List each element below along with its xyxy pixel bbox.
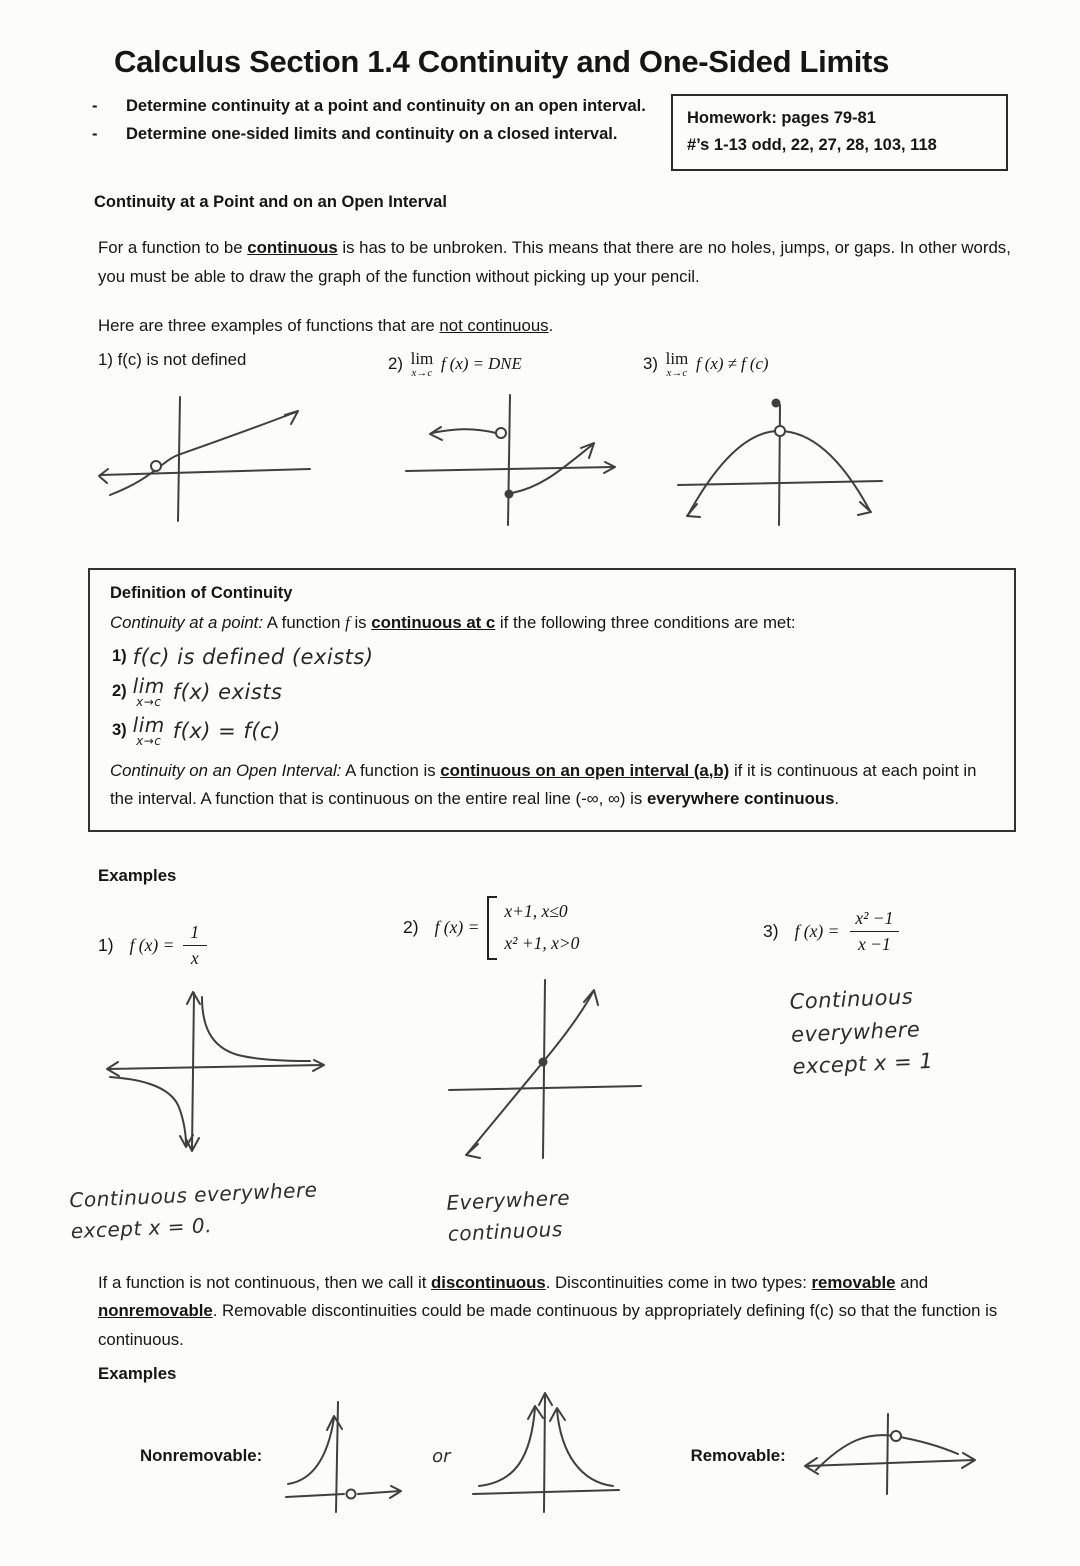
examples-intro-paragraph xyxy=(98,312,1030,341)
condition-number: 3) xyxy=(112,721,127,740)
example-1-column xyxy=(68,896,403,1243)
discontinuity-paragraph xyxy=(98,1269,1030,1355)
objectives-and-homework xyxy=(88,90,1016,171)
example-3-expression: f (x) ≠ f (c) xyxy=(695,354,769,374)
bottom-examples-row xyxy=(130,1386,1016,1526)
handwritten-note-reciprocal xyxy=(69,1170,404,1246)
note-line: except x = 1 xyxy=(791,1048,934,1079)
handwritten-lim-notation xyxy=(132,712,165,748)
fraction xyxy=(182,922,207,969)
graph-removable xyxy=(796,1396,986,1516)
objective-item xyxy=(88,92,653,120)
function-f-symbol: f xyxy=(345,613,350,633)
lim-subscript: x→c xyxy=(136,694,162,709)
graph-piecewise xyxy=(433,962,673,1172)
example-2-expression: f (x) = DNE xyxy=(440,354,522,374)
discontinuity-text: . Removable discontinuities could be made continuous by appropriately defining f(c) so that the function is continuous. xyxy=(98,1301,998,1349)
handwritten-note-piecewise xyxy=(446,1174,764,1250)
example-3-formula xyxy=(763,908,1016,955)
example-2-number: 2) xyxy=(388,354,403,374)
not-continuous-term: not continuous xyxy=(439,315,549,335)
bullet-dash: - xyxy=(92,97,98,115)
discontinuity-text: . Discontinuities come in two types: xyxy=(545,1272,812,1292)
removable-term: removable xyxy=(811,1272,896,1292)
lim-word: lim xyxy=(132,673,165,698)
examples-row xyxy=(68,896,1016,1246)
continuous-at-c-term: continuous at c xyxy=(371,613,496,633)
example-3-number: 3) xyxy=(643,354,658,374)
fraction-denominator: x −1 xyxy=(850,931,899,955)
note-line: Continuous everywhere xyxy=(789,984,921,1047)
example-number: 3) xyxy=(763,920,779,941)
condition-handwritten-text: f(x) exists xyxy=(172,679,283,704)
piecewise-definition xyxy=(487,896,579,960)
definition-text: is xyxy=(349,613,372,633)
nonremovable-term: nonremovable xyxy=(98,1301,213,1321)
discontinuous-term: discontinuous xyxy=(431,1272,546,1292)
lim-word: lim xyxy=(132,712,165,737)
graph-limit-dne xyxy=(392,383,632,533)
definition-text: if the following three conditions are met: xyxy=(495,613,796,633)
or-label: or xyxy=(432,1445,451,1467)
intro-continuous-term: continuous xyxy=(247,238,338,258)
graph-limit-not-equal xyxy=(662,383,902,533)
lim-word: lim xyxy=(410,349,434,369)
objective-text: Determine continuity at a point and continuity on an open interval. xyxy=(126,97,646,115)
condition-number: 1) xyxy=(112,647,127,666)
condition-number: 2) xyxy=(112,682,127,701)
fraction-numerator: x² −1 xyxy=(855,907,894,928)
limit-notation xyxy=(666,350,689,379)
everywhere-continuous-term: everywhere continuous xyxy=(646,789,835,809)
example-label-3 xyxy=(643,350,769,379)
note-line: except x = 0. xyxy=(70,1212,213,1243)
definition-text: A function is xyxy=(341,760,441,780)
lim-subscript: x→c xyxy=(666,367,688,380)
intro-paragraph xyxy=(98,234,1030,291)
definition-heading: Definition of Continuity xyxy=(110,584,293,603)
section-heading: Continuity at a Point and on an Open Interval xyxy=(94,193,447,212)
continuity-open-interval-line xyxy=(110,757,994,814)
homework-line-1: Homework: pages 79-81 xyxy=(687,109,876,127)
definition-text: . xyxy=(834,789,840,809)
example-3-column xyxy=(763,896,1016,1079)
lim-subscript: x→c xyxy=(411,367,433,380)
continuity-open-interval-term: Continuity on an Open Interval: xyxy=(110,760,342,780)
examples-intro-text: . xyxy=(548,315,554,335)
example-1-formula xyxy=(98,922,403,969)
objectives-list xyxy=(88,92,653,148)
nonremovable-label: Nonremovable: xyxy=(140,1446,263,1466)
intro-text: is has to be unbroken. This means that there are no holes, jumps, or gaps. In other words, you must be able to draw the graph of the function without picking up your pencil. xyxy=(98,238,1011,286)
condition-1 xyxy=(112,645,994,669)
fraction xyxy=(847,908,901,955)
homework-line-2: #’s 1-13 odd, 22, 27, 28, 103, 118 xyxy=(687,136,937,155)
bottom-examples-heading: Examples xyxy=(98,1364,177,1384)
fraction-denominator: x xyxy=(183,945,207,969)
note-line: continuous xyxy=(447,1216,564,1246)
intro-text: For a function to be xyxy=(98,238,248,258)
lim-word: lim xyxy=(665,349,689,369)
condition-handwritten-text: f(c) is defined (exists) xyxy=(132,644,374,669)
discontinuity-text: and xyxy=(895,1272,929,1292)
handwritten-lim-notation xyxy=(132,673,165,709)
lim-subscript: x→c xyxy=(136,733,162,748)
removable-label: Removable: xyxy=(690,1446,786,1466)
example-number: 1) xyxy=(98,934,114,955)
note-line: Everywhere xyxy=(445,1185,571,1215)
objective-item xyxy=(88,120,653,148)
definition-box xyxy=(88,568,1016,832)
page-title: Calculus Section 1.4 Continuity and One-Sided Limits xyxy=(114,44,890,79)
homework-box xyxy=(671,94,1008,171)
graph-not-defined xyxy=(92,383,332,533)
examples-heading: Examples xyxy=(98,865,177,885)
note-line: Continuous everywhere xyxy=(68,1177,318,1212)
continuous-open-interval-term: continuous on an open interval (a,b) xyxy=(440,760,730,780)
examples-intro-text: Here are three examples of functions that are xyxy=(98,315,440,335)
limit-notation xyxy=(411,350,434,379)
continuity-at-point-line xyxy=(110,609,994,638)
piecewise-case-2: x² +1, x>0 xyxy=(504,932,580,953)
continuity-at-point-term: Continuity at a point: xyxy=(110,613,263,633)
piecewise-bracket xyxy=(487,896,497,960)
condition-2 xyxy=(112,673,994,709)
fraction-numerator: 1 xyxy=(190,921,200,942)
example-number: 2) xyxy=(403,917,419,938)
graph-nonremovable-jump xyxy=(272,1394,422,1519)
graph-nonremovable-asymptote xyxy=(461,1386,631,1526)
objective-text: Determine one-sided limits and continuity on a closed interval. xyxy=(126,125,618,144)
example-label-1: 1) f(c) is not defined xyxy=(98,350,247,370)
handwritten-note-rational xyxy=(789,976,1018,1083)
condition-3 xyxy=(112,712,994,748)
piecewise-cases xyxy=(504,896,579,959)
graph-reciprocal xyxy=(98,977,338,1167)
fx-equals: f (x) = xyxy=(434,917,480,938)
definition-text: if it is continuous at each point in the interval. A function that is continuous on the entire real line (-∞, ∞) is xyxy=(110,760,977,809)
bullet-dash: - xyxy=(92,125,98,144)
noncontinuous-example-labels xyxy=(98,350,1016,379)
example-label-2 xyxy=(388,350,643,379)
fx-equals: f (x) = xyxy=(794,920,840,941)
discontinuity-text: If a function is not continuous, then we call it xyxy=(98,1272,432,1292)
noncontinuous-graphs xyxy=(92,383,1016,538)
fx-equals: f (x) = xyxy=(129,934,175,955)
condition-handwritten-text: f(x) = f(c) xyxy=(172,718,281,743)
example-2-column xyxy=(403,896,763,1246)
piecewise-case-1: x+1, x≤0 xyxy=(504,901,568,922)
definition-text: A function xyxy=(263,613,346,633)
example-2-formula xyxy=(403,896,763,960)
